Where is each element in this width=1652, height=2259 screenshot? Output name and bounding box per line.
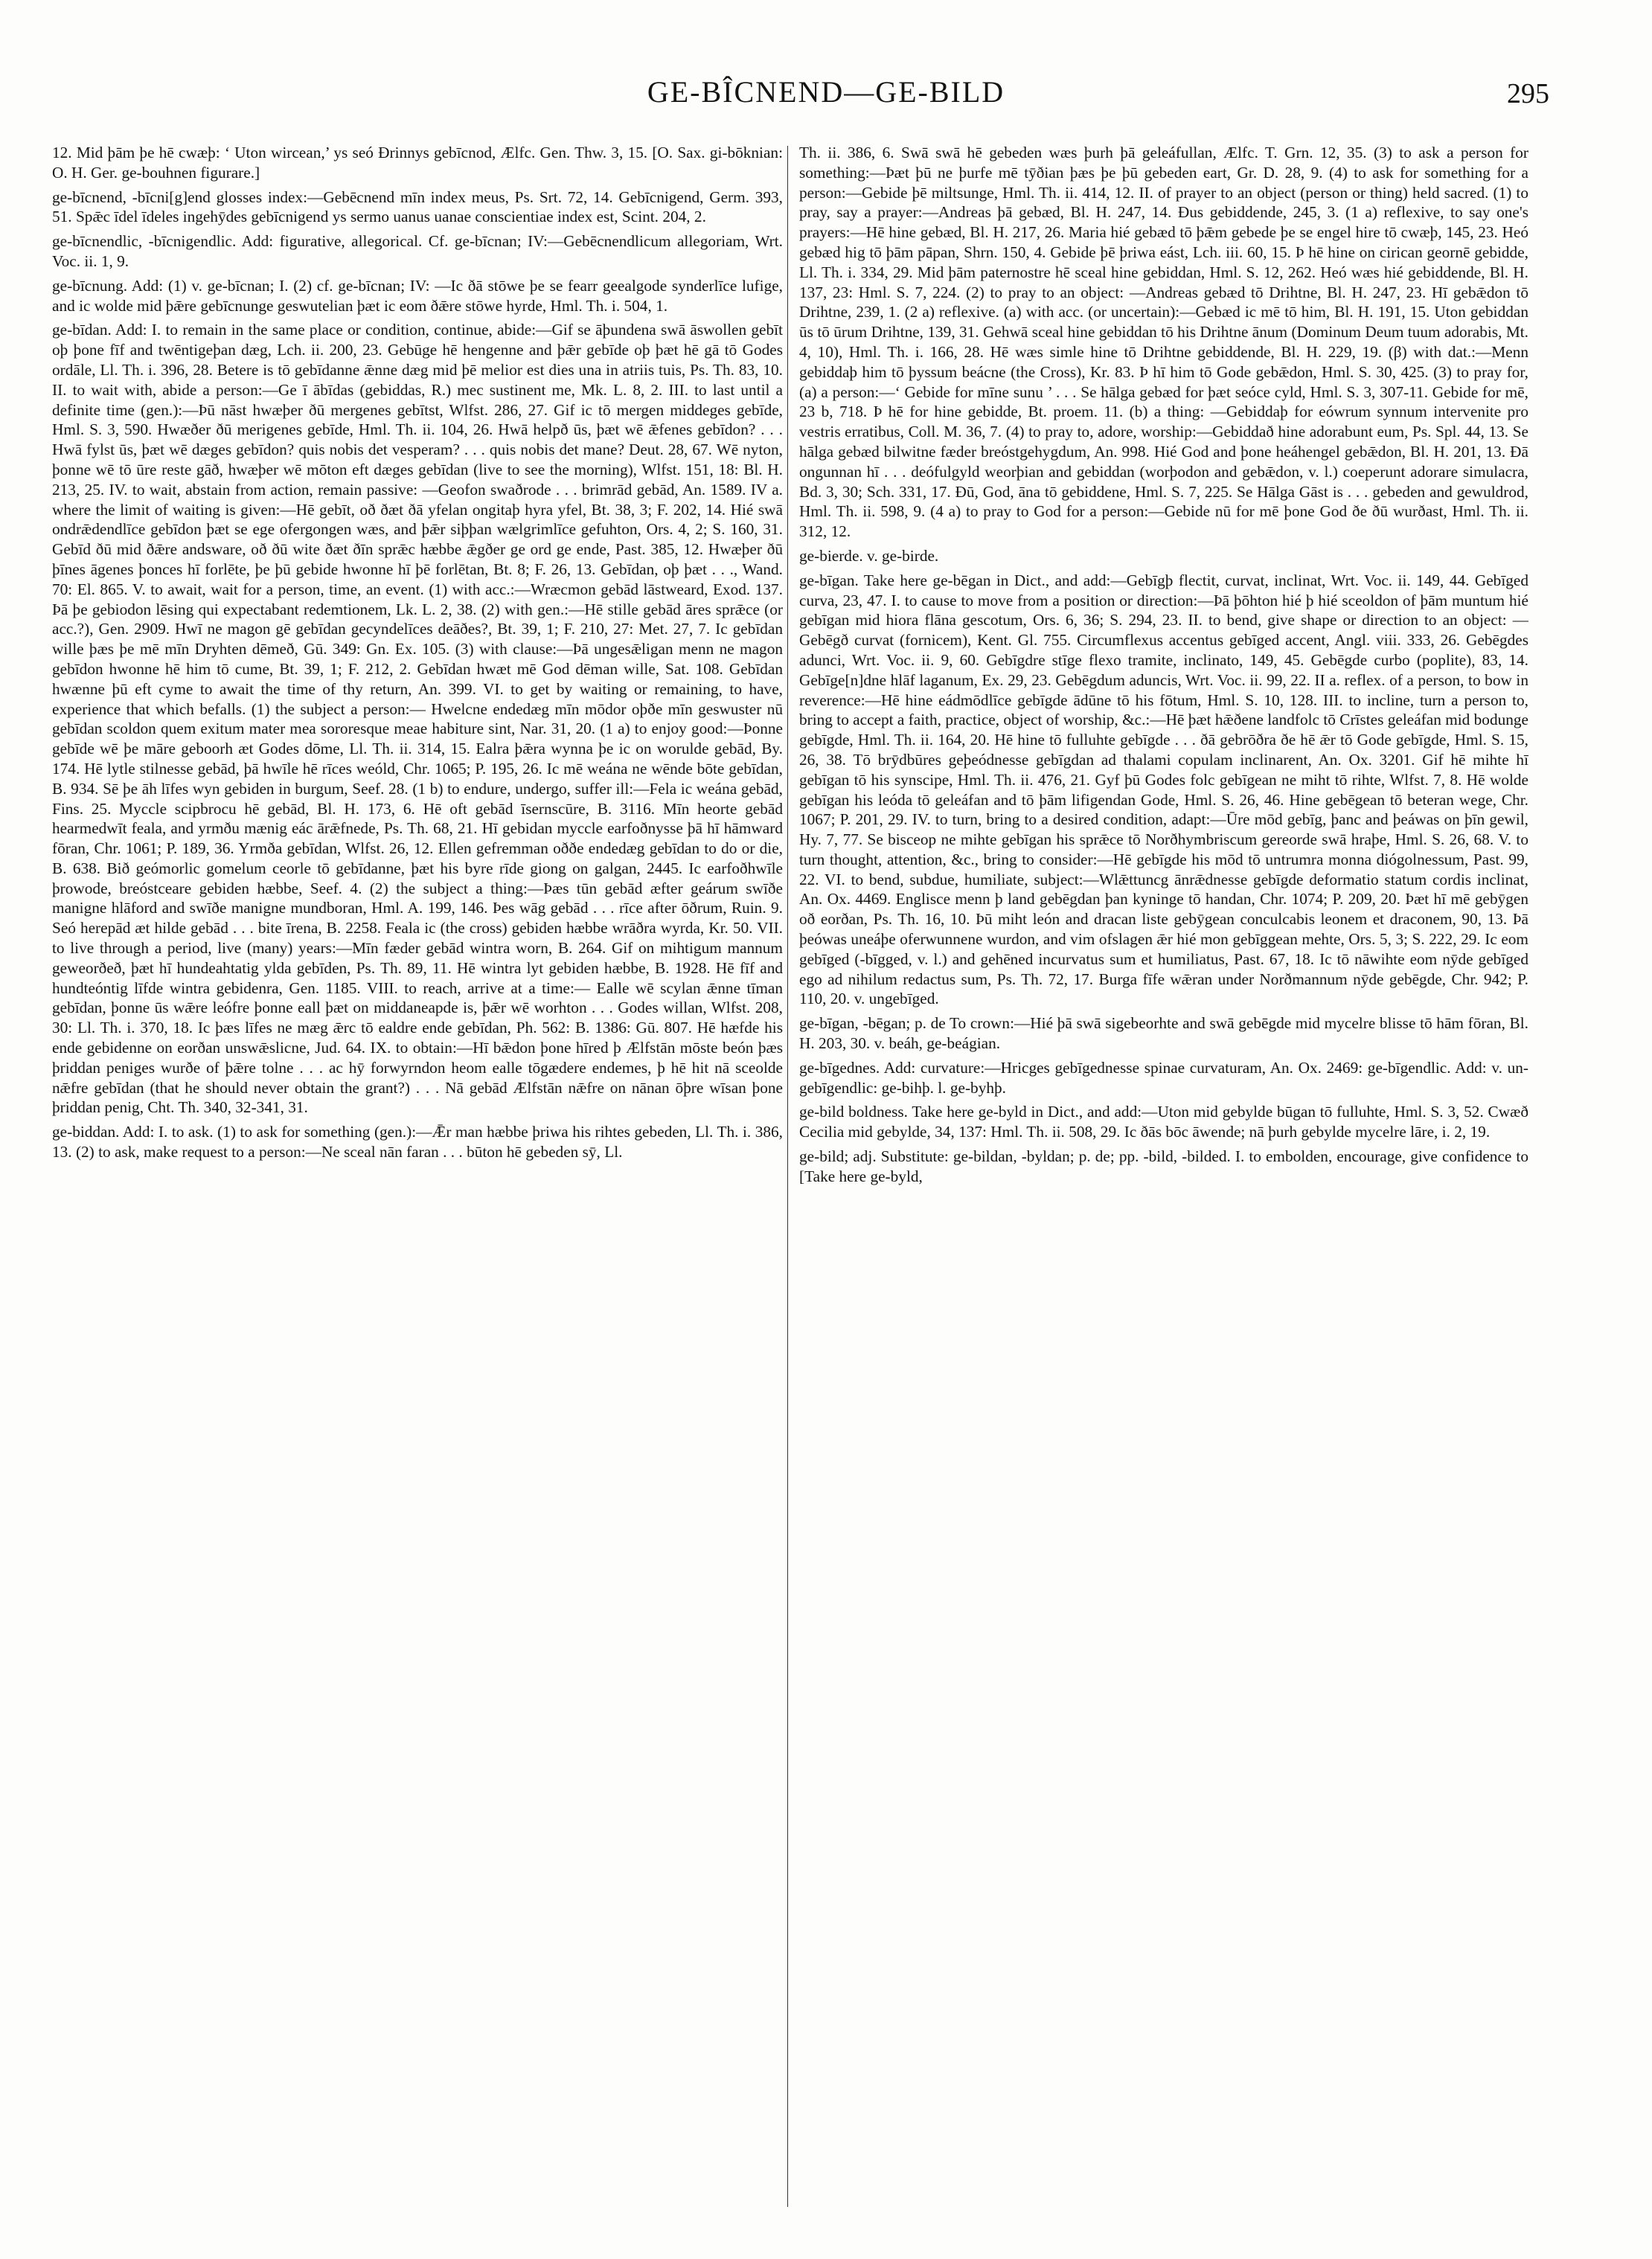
dictionary-entry: ge-bīcnung. Add: (1) v. ge-bīcnan; I. (2) cf. ge-bīcnan; IV: —Ic ðā stōwe þe se fearr geealgode synderlīce lufige, and ic wolde mid þǣre gebīcnunge geswutelian þæt ic eom ðǣre stōwe hyrde, Hml. Th. i. 504, 1. [52,276,783,315]
dictionary-entry: ge-bierde. v. ge-birde. [799,546,939,565]
dictionary-entry: 12. Mid þām þe hē cwæþ: ‘ Uton wircean,’ ys seó Ðrinnys gebīcnod, Ælfc. Gen. Thw. 3, 15. [O. Sax. gi-bōknian: O. H. Ger. ge-bouhnen figurare.] [52,144,783,182]
dictionary-entry: ge-bīcnend, -bīcni[g]end glosses index:—Gebēcnend mīn index meus, Ps. Srt. 72, 14. Gebīcnigend, Germ. 393, 51. Spǣc īdel īdeles ingehȳdes gebīcnigend ys sermo uanus uanae conscientiae index est, Scint. 204, 2. [52,188,783,226]
column-divider [787,146,788,2207]
dictionary-entry: ge-bild; adj. Substitute: ge-bildan, -byldan; p. de; pp. -bild, -bilded. I. to embolden, encourage, give confidence to [Take here ge-byld, [799,1147,1528,1185]
left-column [52,143,783,2219]
right-column [799,143,1528,2219]
dictionary-entry: Th. ii. 386, 6. Swā swā hē gebeden wæs þurh þā geleáfullan, Ælfc. T. Grn. 12, 35. (3) to ask a person for something:—Þæt þū ne þurfe mē tȳðian þæs þe þū gebeden eart, Gr. D. 28, 9. (4) to ask for something for a person:—Gebide þē miltsunge, Hml. Th. ii. 414, 12. II. of prayer to an object (person or thing) held sacred. (1) to pray, say a prayer:—Andreas þā gebæd, Bl. H. 247, 14. Ðus gebiddende, 245, 3. (1 a) reflexive, to say one's prayers:—Hē hine gebæd, Bl. H. 217, 26. Maria hié gebæd tō þǣm gebede þe se engel hire tō cwæþ, 145, 23. Heó gebæd hig tō þām pāpan, Shrn. 150, 4. Gebide þē þriwa eást, Lch. iii. 60, 15. Þ hē hine on cirican geornē gebidde, Ll. Th. i. 334, 29. Mid þām paternostre hē sceal hine gebiddan, Hml. S. 12, 262. Heó wæs hié gebiddende, Bl. H. 137, 23: Hml. S. 7, 224. (2) to pray to an object: —Andreas gebæd tō Drihtne, Bl. H. 247, 23. Hī gebǣdon tō Drihtne, 239, 1. (2 a) reflexive. (a) with acc. (or uncertain):—Gebæd ic mē tō him, Bl. H. 191, 15. Uton gebiddan ūs tō ūrum Drihtne, 139, 31. Gehwā sceal hine gebiddan tō his Drihtne ānum (Dominum Deum tuum adorabis, Mt. 4, 10), Hml. Th. i. 166, 28. Hē wæs simle hine tō Drihtne gebiddende, Bl. H. 229, 19. (β) with dat.:—Menn gebiddaþ him tō þyssum beácne (the Cross), Kr. 83. Þ hī him tō Gode gebǣdon, Hml. S. 30, 425. (3) to pray for, (a) a person:—‘ Gebide for mīne sunu ’ . . . Se hālga gebæd for þæt seóce cyld, Hml. S. 3, 307-11. Gebide for mē, 23 b, 718. Þ hē for hine gebidde, Bt. proem. 11. (b) a thing: —Gebiddaþ for eówrum synnum intervenite pro vestris erratibus, Coll. M. 36, 7. (4) to pray to, adore, worship:—Gebiddað hine adorabunt eum, Ps. Spl. 44, 13. Se hālga gebæd bilwitne fæder breóstgehygdum, An. 998. Hié God and þone heáhengel gebǣdon, Bl. H. 201, 13. Ðā ongunnan hī . . . deófulgyld weorþian and gebiddan (worþodon and gebǣdon, v. l.) coeperunt adorare simulacra, Bd. 3, 30; Sch. 331, 17. Ðū, God, āna tō gebiddene, Hml. S. 7, 225. Se Hālga Gāst is . . . gebeden and gewuldrod, Hml. Th. ii. 598, 9. (4 a) to pray to God for a person:—Gebide nū for mē þone God ðe ðū wurðast, Hml. Th. ii. 312, 12. [799,144,1528,541]
dictionary-entry: ge-bild boldness. Take here ge-byld in Dict., and add:—Uton mid gebylde būgan tō fulluhte, Hml. S. 3, 52. Cwæð Cecilia mid gebylde, 34, 137: Hml. Th. ii. 508, 29. Ic ðās bōc āwende; nā þurh gebylde mycelre lāre, i. 2, 19. [799,1103,1528,1141]
dictionary-entry: ge-bīcnendlic, -bīcnigendlic. Add: figurative, allegorical. Cf. ge-bīcnan; IV:—Gebēcnendlicum allegoriam, Wrt. Voc. ii. 1, 9. [52,232,783,270]
dictionary-entry: ge-biddan. Add: I. to ask. (1) to ask for something (gen.):—Ǣr man hæbbe þriwa his rihtes gebeden, Ll. Th. i. 386, 13. (2) to ask, make request to a person:—Ne sceal nān faran . . . būton hē gebeden sȳ, Ll. [52,1123,783,1161]
page-header [0,74,1652,134]
dictionary-entry: ge-bīdan. Add: I. to remain in the same place or condition, continue, abide:—Gif se āþundena swā āswollen gebīt oþ þone fīf and twēntigeþan dæg, Lch. ii. 200, 23. Gebūge hē hengenne and þǣr gebīde oþ þæt hē gā tō Godes ordāle, Ll. Th. i. 396, 28. Betere is tō gebīdanne ǣnne dæg mid þē melior est dies una in atriis tuis, Ps. Th. 83, 10. II. to wait with, abide a person:—Ge ī ābīdas (gebiddas, R.) mec sustinent me, Mk. L. 8, 2. III. to last until a definite time (gen.):—Þū nāst hwæþer ðū mergenes gebītst, Wlfst. 286, 27. Gif ic tō mergen middeges gebīde, Hml. S. 3, 590. Hwæðer ðū merigenes gebīde, Hml. Th. ii. 104, 26. Hwā helpð ūs, þæt wē ǣfenes gebīdon? . . . Hwā fylst ūs, þæt wē dæges gebīdon? quis nobis det vesperam? . . . quis nobis det mane? Deut. 28, 67. Wē nyton, þonne wē tō ūre reste gāð, hwæþer wē mōton eft dæges gebīdan (live to see the morning), Wlfst. 151, 18: Bl. H. 213, 25. IV. to wait, abstain from action, remain passive: —Geofon swaðrode . . . brimrād gebād, An. 1589. IV a. where the limit of waiting is given:—Hē gebīt, oð ðæt ðā yfelan ongitaþ hyra yfel, Bt. 38, 3; F. 202, 14. Hié swā ondrǣdendlīce gebīdon þæt se ege ofergongen wæs, and þǣr siþþan wælgrimlīce gefuhton, Ors. 4, 2; S. 160, 31. Gebīd ðū mid ðǣre andsware, oð ðū wite ðæt ðīn sprǣc hæbbe ǣgðer ge ord ge ende, Past. 385, 12. Hwæþer ðū þīnes āgenes þonces hī forlēte, þe þū gebide hwonne hī þē forlētan, Bt. 8; F. 26, 13. Gebīdan, oþ þæt . . ., Wand. 70: El. 865. V. to await, wait for a person, time, an event. (1) with acc.:—Wræcmon gebād lāstweard, Exod. 137. Þā þe gebiodon lēsing qui expectabant redemtionem, Lk. L. 2, 38. (2) with gen.:—Hē stille gebād āres sprǣce (or acc.?), Gen. 2909. Hwī ne magon gē gebīdan gecyndelīces deāðes?, Bt. 39, 1; F. 210, 27: Met. 27, 7. Ic gebīdan wille þæs þe mē mīn Dryhten dēmeð, Gū. 349: Gn. Ex. 105. (3) with clause:—Þā ungesǣligan menn ne magon gebīdon hwonne hē him tō cume, Bt. 39, 1; F. 212, 2. Gebīdan hwæt mē God dēman wille, Sat. 108. Gebīdan hwænne þū eft cyme to await the time of thy return, An. 399. VI. to get by waiting or remaining, to have, experience that which befalls. (1) the subject a person:— Hwelcne endedæg mīn mōdor oþðe mīn geswuster nū gebīdan scoldon quem exitum mater mea sororesque meae habiture sint, Nar. 31, 20. (1 a) to enjoy good:—Þonne gebīde wē þe māre geboorh æt Godes dōme, Ll. Th. ii. 314, 15. Ealra þǣra wynna þe ic on worulde gebād, By. 174. Hē lytle stilnesse gebād, þā hwīle hē rīces weóld, Chr. 1065; P. 195, 26. Ic mē weána ne wēnde bōte gebīdan, B. 934. Sē þe āh līfes wyn gebiden in burgum, Seef. 28. (1 b) to endure, undergo, suffer ill:—Fela ic weána gebād, Fins. 25. Myccle scipbrocu hē gebād, Bl. H. 173, 6. Hē oft gebād īsernscūre, B. 3116. Mīn heorte gebād hearmedwīt feala, and yrmðu mænig eác ārǣfnede, Ps. Th. 68, 21. Hī gebidan myccle earfoðnysse þā hī hāmward fōran, Chr. 1061; P. 189, 36. Yrmða gebīdan, Wlfst. 26, 12. Ellen gefremman oððe endedæg gebīdan to do or die, B. 638. Bið geómorlic gomelum ceorle tō gebīdanne, þæt his byre rīde giong on galgan, 2445. Ic earfoðhwīle þrowode, breóstceare gebiden hæbbe, Seef. 4. (2) the subject a thing:—Þæs tūn gebād æfter geárum swīðe manigne hlāford and swīðe manigne mundboran, Hml. A. 199, 146. Þes wāg gebād . . . rīce after ōðrum, Ruin. 9. Seó herepād æt hilde gebād . . . bite īrena, B. 2258. Feala ic (the cross) gebiden hæbbe wrāðra wyrda, Kr. 50. VII. to live through a period, live (many) years:—Mīn fæder gebād wintra worn, B. 264. Gif on mihtigum mannum geweorðeð, þæt hī hundeahtatig ylda gebīden, Ps. Th. 89, 11. Hē wintra lyt gebiden hæbbe, B. 1928. Hē fīf and hundteóntig līfde wintra gebidenra, Gen. 1185. VIII. to reach, arrive at a time:— Ealle wē scylan ǣnne tīman gebīdan, þonne ūs wǣre leófre þonne eall þæt on middaneарde is, þǣr wē worhton . . . Godes willan, Wlfst. 208, 30: Ll. Th. i. 370, 18. Ic þæs līfes ne mæg ǣrc tō ealdre ende gebīdan, Ph. 562: B. 1386: Gū. 807. Hē hæfde his ende gebidenne on eorðan unswǣslicne, Jud. 64. IX. to obtain:—Hī bǣdon þone hīred þ Ælfstān mōste beón þæs þriddan peniges wurðe of þǣre tolne . . . ac hȳ forwyrndon heom ealle tōgædere endemes, þ hē hit nā sceolde nǣfre gebīdan (that he should never obtain the grant?) . . . Nā gebād Ælfstān nǣfre on nānan ōþre wīsan þone þriddan penig, Cht. Th. 340, 32-341, 31. [52,321,783,1117]
dictionary-entry: ge-bīgednes. Add: curvature:—Hricges gebīgednesse spinae curvaturam, An. Ox. 2469: ge-bīgendlic. Add: v. un-gebīgendlic: ge-bihþ. l. ge-byhþ. [799,1058,1528,1097]
page-title: GE-BÎCNEND—GE-BILD [647,75,1005,109]
page-number: 295 [1507,78,1549,109]
dictionary-entry: ge-bīgan, -bēgan; p. de To crown:—Hié þā swā sigebeorhte and swā gebēgde mid mycelre blisse tō hām fōran, Bl. H. 203, 30. v. beáh, ge-beágian. [799,1014,1528,1053]
dictionary-entry: ge-bīgan. Take here ge-bēgan in Dict., and add:—Gebīgþ flectit, curvat, inclinat, Wrt. Voc. ii. 149, 44. Gebīged curva, 23, 47. I. to cause to move from a position or direction:—Þā þōhton hié þ hié sceoldon of þām muntum hié gebīgan mid hiora flāna gescotum, Ors. 6, 36; S. 294, 23. II. to bend, give shape or direction to an object: —Gebēgð curvat (fornicem), Kent. Gl. 755. Circumflexus accentus gebīged accent, Angl. viii. 333, 26. Gebēgdes adunci, Wrt. Voc. ii. 9, 60. Gebīgdre stīge flexo tramite, inclinato, 149, 45. Gebēgde curbo (poplite), 83, 14. Gebīge[n]dne hlāf laganum, Ex. 29, 23. Gebēgdum aduncis, Wrt. Voc. ii. 99, 22. II a. reflex. of a person, to bow in reverence:—Hē hine eádmōdlīce gebīgde ādūne tō his fōtum, Hml. S. 10, 128. III. to incline, turn a person to, bring to accept a faith, practice, object of worship, &c.:—Hē þæt hǣðene landfolc tō Crīstes geleáfan mid bodunge gebīgde, Hml. Th. ii. 164, 20. Hē hine tō fulluhte gebīgde . . . ðā gebrōðra ðe hē ǣr tō Gode gebīgde, Hml. S. 15, 26, 38. Tō brȳdbūres geþeódnesse gebīgdan ad thalami copulam inclinarent, An. Ox. 3201. Gif hē mihte hī gebīgan tō his synscipe, Hml. Th. ii. 476, 21. Gyf þū Godes folc gebīgean ne miht tō rihte, Wlfst. 7, 8. Hē wolde gebīgan his leóda tō geleáfan and tō þām lifigendan Gode, Hml. S. 26, 46. Hine gebēgean tō beteran wege, Chr. 1067; P. 201, 29. IV. to turn, bring to a desired condition, adapt:—Ūre mōd gebīg, þanc and þeáwas on þīn gewil, Hy. 7, 77. Se bisceop ne mihte gebīgan his sprǣce tō Norðhymbriscum gereorde swā hraþe, Hml. S. 26, 68. V. to turn thought, attention, &c., bring to consider:—Hē gebīgde his mōd tō untrumra monna diógolnessum, Past. 99, 22. VI. to bend, subdue, humiliate, subject:—Wlǣttuncg ānrǣdnesse gebīgde deformatio statum cordis inclinat, An. Ox. 4469. Englisce menn þ land gebēgdan þan kyninge tō handan, Chr. 1074; P. 209, 20. Þæt hī mē gebȳgen oð eorðan, Ps. Th. 16, 10. Þū miht león and dracan liste gebȳgean conculcabis leonem et draconem, 90, 13. Þā þeówas uneáþe oferwunnene wurdon, and vim ofslagen ǣr hié mon gebīggean mehte, Ors. 5, 3; S. 222, 29. Ic eom gebīged (-bīgged, v. l.) and gehēned incurvatus sum et humiliatus, Past. 67, 18. Ic tō nāwihte eom nȳde gebīged ego ad nihilum redactus sum, Ps. Th. 72, 17. Burga fīfe wǣran under Norðmannum nȳde gebēgde, Chr. 942; P. 110, 20. v. ungebīged. [799,571,1528,1008]
